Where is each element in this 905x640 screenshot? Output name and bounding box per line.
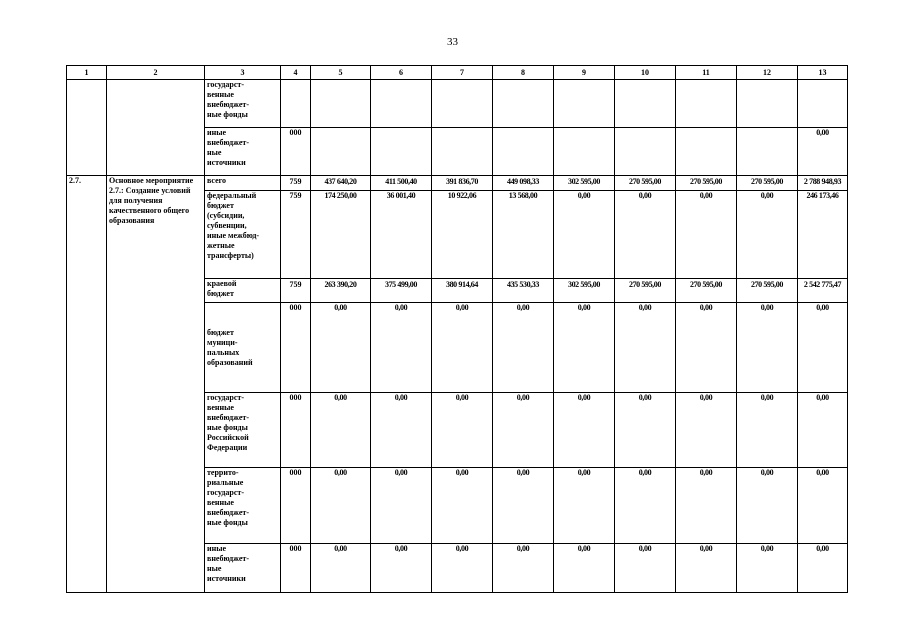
value-cell: 0,00: [371, 468, 432, 544]
value-cell: 0,00: [615, 191, 676, 279]
code-cell: 000: [281, 128, 311, 176]
column-header: 2: [107, 66, 205, 80]
value-cell: 0,00: [311, 303, 371, 393]
value-cell: 0,00: [737, 393, 798, 468]
code-cell: [281, 80, 311, 128]
value-cell: 13 568,00: [493, 191, 554, 279]
table-row: [67, 80, 848, 128]
value-cell: 0,00: [676, 393, 737, 468]
table-row: [67, 176, 848, 191]
source-cell: иные внебюджет- ные источники: [205, 544, 281, 593]
code-cell: 000: [281, 468, 311, 544]
value-cell: 36 001,40: [371, 191, 432, 279]
value-cell: 0,00: [371, 303, 432, 393]
value-cell: 0,00: [615, 393, 676, 468]
value-cell: 0,00: [615, 544, 676, 593]
value-cell: 10 922,06: [432, 191, 493, 279]
value-cell: 302 595,00: [554, 279, 615, 303]
code-cell: 000: [281, 393, 311, 468]
value-cell: 0,00: [737, 303, 798, 393]
value-cell: 0,00: [798, 303, 848, 393]
event-cell: [107, 80, 205, 176]
source-cell: краевой бюджет: [205, 279, 281, 303]
value-cell: 302 595,00: [554, 176, 615, 191]
value-cell: [676, 80, 737, 128]
value-cell: 0,00: [432, 468, 493, 544]
value-cell: [371, 80, 432, 128]
value-cell: 0,00: [371, 393, 432, 468]
value-cell: [311, 128, 371, 176]
value-cell: [432, 80, 493, 128]
value-cell: 0,00: [676, 303, 737, 393]
value-cell: 270 595,00: [676, 279, 737, 303]
value-cell: 435 530,33: [493, 279, 554, 303]
value-cell: 0,00: [554, 191, 615, 279]
value-cell: 0,00: [676, 544, 737, 593]
column-header: 5: [311, 66, 371, 80]
number-cell: [67, 80, 107, 176]
value-cell: 0,00: [432, 544, 493, 593]
value-cell: 380 914,64: [432, 279, 493, 303]
value-cell: 0,00: [493, 544, 554, 593]
column-header: 3: [205, 66, 281, 80]
source-cell: всего: [205, 176, 281, 191]
value-cell: [493, 128, 554, 176]
column-header: 13: [798, 66, 848, 80]
value-cell: 0,00: [615, 303, 676, 393]
value-cell: 0,00: [311, 468, 371, 544]
value-cell: 263 390,20: [311, 279, 371, 303]
item-number: 2.7.: [67, 176, 107, 593]
column-header: 6: [371, 66, 432, 80]
value-cell: [311, 80, 371, 128]
value-cell: 0,00: [371, 544, 432, 593]
header-row: [67, 66, 848, 80]
value-cell: 270 595,00: [615, 279, 676, 303]
value-cell: 270 595,00: [737, 176, 798, 191]
value-cell: 0,00: [798, 468, 848, 544]
value-cell: 174 250,00: [311, 191, 371, 279]
source-cell: государст- венные внебюджет- ные фонды Российской Федерации: [205, 393, 281, 468]
value-cell: 0,00: [554, 303, 615, 393]
value-cell: 270 595,00: [737, 279, 798, 303]
value-cell: [615, 128, 676, 176]
value-cell: 2 788 948,93: [798, 176, 848, 191]
value-cell: [676, 128, 737, 176]
code-cell: 000: [281, 544, 311, 593]
value-cell: 0,00: [311, 393, 371, 468]
event-name: Основное мероприятие 2.7.: Создание условий для получения качественного общего образования: [107, 176, 205, 593]
value-cell: 411 500,40: [371, 176, 432, 191]
value-cell: 0,00: [311, 544, 371, 593]
source-cell: террито- риальные государст- венные внебюджет- ные фонды: [205, 468, 281, 544]
code-cell: 759: [281, 176, 311, 191]
column-header: 8: [493, 66, 554, 80]
value-cell: [554, 128, 615, 176]
page-number: 33: [447, 36, 458, 48]
code-cell: 000: [281, 303, 311, 393]
value-cell: 0,00: [615, 468, 676, 544]
value-cell: 0,00: [737, 544, 798, 593]
value-cell: 0,00: [493, 393, 554, 468]
value-cell: 2 542 775,47: [798, 279, 848, 303]
value-cell: 0,00: [737, 191, 798, 279]
source-cell: иные внебюджет- ные источники: [205, 128, 281, 176]
value-cell: 0,00: [493, 468, 554, 544]
value-cell: 270 595,00: [676, 176, 737, 191]
code-cell: 759: [281, 191, 311, 279]
value-cell: [798, 80, 848, 128]
value-cell: 0,00: [554, 393, 615, 468]
source-cell: федеральный бюджет (субсидии, субвенции, иные межбюд- жетные трансферты): [205, 191, 281, 279]
column-header: 12: [737, 66, 798, 80]
column-header: 9: [554, 66, 615, 80]
value-cell: 0,00: [798, 544, 848, 593]
value-cell: 270 595,00: [615, 176, 676, 191]
value-cell: 0,00: [432, 393, 493, 468]
value-cell: 246 173,46: [798, 191, 848, 279]
value-cell: [615, 80, 676, 128]
value-cell: 0,00: [554, 544, 615, 593]
code-cell: 759: [281, 279, 311, 303]
source-cell: бюджет муници- пальных образований: [205, 303, 281, 393]
column-header: 4: [281, 66, 311, 80]
value-cell: [737, 128, 798, 176]
column-header: 10: [615, 66, 676, 80]
value-cell: 0,00: [676, 468, 737, 544]
value-cell: 0,00: [798, 393, 848, 468]
value-cell: 0,00: [554, 468, 615, 544]
budget-table: [66, 65, 848, 593]
column-header: 1: [67, 66, 107, 80]
value-cell: 449 098,33: [493, 176, 554, 191]
column-header: 11: [676, 66, 737, 80]
value-cell: 437 640,20: [311, 176, 371, 191]
value-cell: 391 836,70: [432, 176, 493, 191]
value-cell: [432, 128, 493, 176]
value-cell: 0,00: [737, 468, 798, 544]
value-cell: [371, 128, 432, 176]
source-cell: государст- венные внебюджет- ные фонды: [205, 80, 281, 128]
value-cell: 0,00: [798, 128, 848, 176]
value-cell: 0,00: [432, 303, 493, 393]
column-header: 7: [432, 66, 493, 80]
value-cell: [493, 80, 554, 128]
value-cell: [737, 80, 798, 128]
value-cell: [554, 80, 615, 128]
value-cell: 375 499,00: [371, 279, 432, 303]
value-cell: 0,00: [493, 303, 554, 393]
value-cell: 0,00: [676, 191, 737, 279]
